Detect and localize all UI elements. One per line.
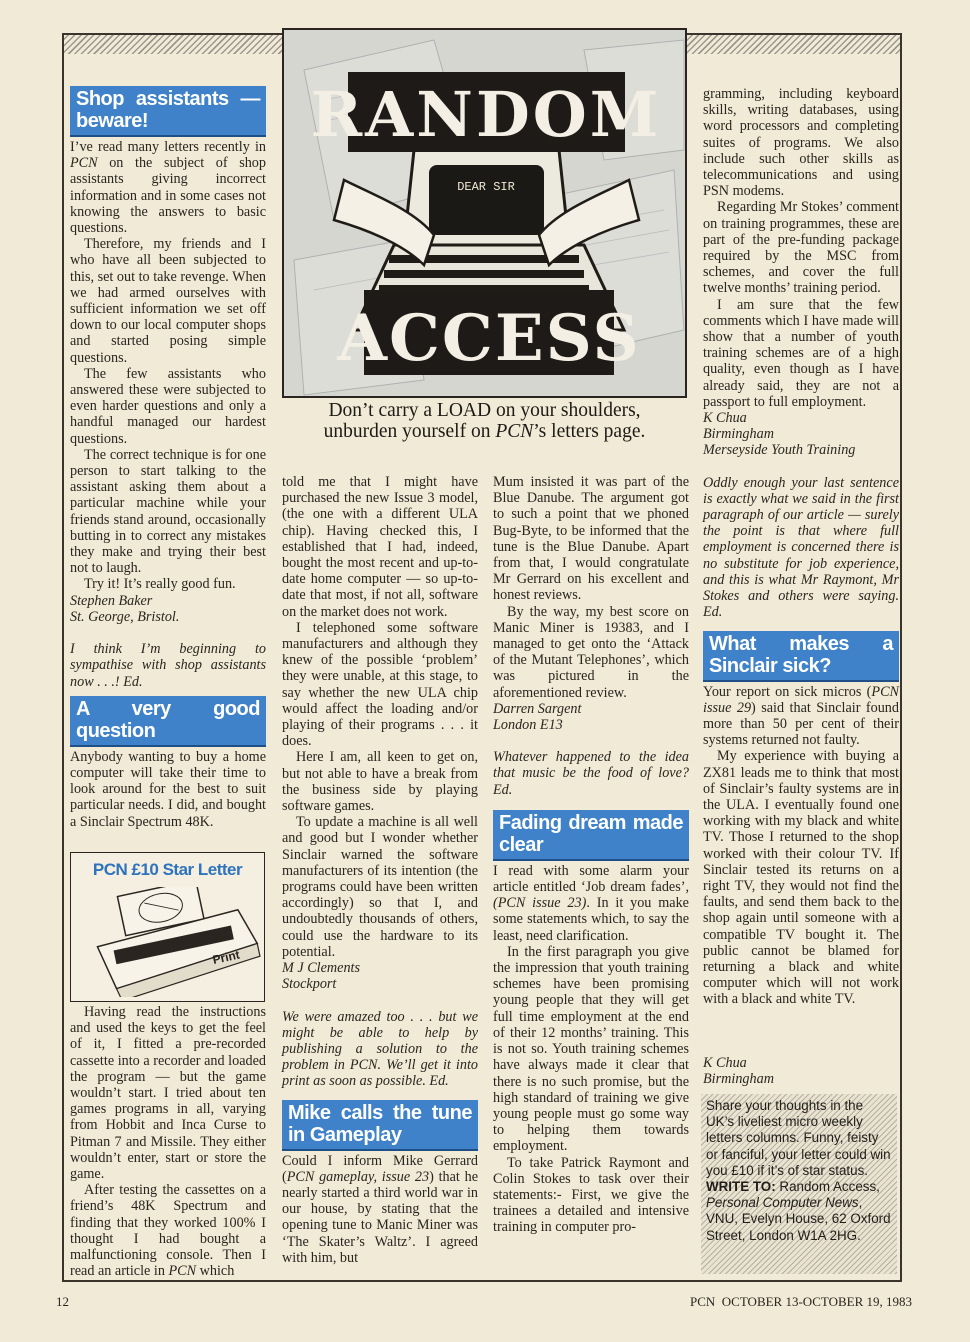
col3-p5: To take Patrick Raymont and Colin Stokes to task over their statements:- First, we give the trainees a detailed and intensive training in computer pro-: [493, 1154, 689, 1236]
col4-signature-org: Merseyside Youth Training: [703, 442, 856, 459]
col3-letter2-post: . In it you make some statements which, to say the least, need clarification.: [493, 895, 689, 944]
write-to-pre: Random Access,: [775, 1179, 880, 1195]
column-1-lower: [70, 1004, 266, 1279]
editor-reply-2: We were amazed too . . . but we might be able to help by publishing a solution to the problem in PCN. We’ll get it into print as soon as possible. Ed.: [282, 1008, 478, 1090]
col2-p3: Here I am, all keen to get on, but not able to have a break from the business side by playing software games.: [282, 749, 478, 815]
col4-signature-title: Birmingham: [703, 426, 774, 443]
col3-signature-place: London E13: [493, 717, 563, 734]
col2-signature-place: Stockport: [282, 976, 337, 993]
heading-mike-calls-tune: Mike calls the tune in Gameplay: [282, 1100, 478, 1151]
col4-signature-name: K Chua: [703, 410, 747, 427]
col4-letter2: [703, 684, 899, 749]
editor-reply-3: Whatever happened to the idea that music be the food of love? Ed.: [493, 749, 689, 798]
frame-bottom-line: [62, 1280, 902, 1282]
column-4-signoff: [703, 1055, 899, 1087]
k-chua-name: K Chua: [703, 1055, 747, 1071]
letter2-p2: Having read the instructions and used the keys to get the feel of it, I fitted a pre-recorded cassette into a recorder and loaded the program — but the game wouldn’t start. I tried about ten games programs in all, varying from Hobbit and Inca Curse to Pitman 7 and Missile. They either wouldn’t enter, start or store the game.: [70, 1004, 266, 1183]
heading-sinclair-sick: What makes a Sinclair sick?: [703, 631, 899, 682]
letter2-p3-pre: After testing the cassettes on a friend’s 48K Spectrum and finding that they worked 100% I thought I had bought a malfunctioning console. Then I read an article in: [70, 1182, 266, 1280]
caption-line-2-post: ’s letters page.: [533, 421, 646, 442]
write-to-post: , VNU, Evelyn House, 62 Oxford Street, London W1A 2HG.: [706, 1195, 891, 1243]
heading-fading-dream: Fading dream made clear: [493, 810, 689, 861]
col2-p1: told me that I might have purchased the new Issue 3 model, (the one with a different ULA chip). Having checked this, I established that I had, indeed, bought the most recent and up-to-date home computer — so up-to-date that most, if not all, software on the market does not work.: [282, 474, 478, 620]
col3-letter2: [493, 863, 689, 944]
printer-label: Print: [211, 947, 241, 967]
write-to-label: WRITE TO:: [706, 1179, 776, 1195]
col4-letter2-pre: Your report on sick micros (: [703, 683, 872, 700]
col3-p4: In the first paragraph you give the impression that youth training schemes have been promising young people that they will get full time employment at the end of their 12 months’ training. This is not so. Youth training schemes have always made it clear that there is no such promise, but the high standard of training we give young people must go some way to helping them towards employment.: [493, 943, 689, 1155]
hero-caption: [282, 400, 687, 442]
col3-signature-name: Darren Sargent: [493, 700, 582, 717]
share-text: Share your thoughts in the UK’s liveliest micro weekly letters columns. Funny, feisty or fanciful, your letter could win you £10 if it’s of star status.: [706, 1098, 891, 1178]
col2-p2: I telephoned some software manufacturers and although they knew of the possible ‘problem’ they were unable, at this stage, to say whether the new ULA chip would affect the loading and/or playing of their programs . . . it does.: [282, 619, 478, 750]
editor-reply-1: I think I’m beginning to sympathise with shop assistants now . . .! Ed.: [70, 641, 266, 690]
letter2-p1: Anybody wanting to buy a home computer will take their time to look around for the best to suit particular needs. I did, and bought a Sinclair Spectrum 48K.: [70, 748, 266, 830]
col2-p4: To update a machine is all well and good but I wonder whether Sinclair warned the software manufacturers of its intention (the programs could have been written accordingly) so that I, and undoubtedly thousands of others, could use the hardware to its potential.: [282, 814, 478, 960]
col4-p3: I am sure that the few comments which I have made will show that a number of youth training schemes are of a high quality, even though as I have already said, they are not a passport to full employment.: [703, 296, 899, 410]
caption-line-2-pre: unburden yourself on: [323, 421, 496, 442]
title-random: RANDOM: [310, 78, 662, 151]
printer-icon: [73, 887, 263, 997]
col4-letter2-em: PCN issue 29: [703, 683, 899, 716]
caption-pcn: PCN: [495, 421, 534, 442]
screen-text: DEAR SIR: [457, 180, 515, 194]
column-1: [70, 80, 266, 830]
issue-dateline: PCN OCTOBER 13-OCTOBER 19, 1983: [690, 1294, 912, 1309]
col3-p1: Mum insisted it was part of the Blue Danube. The argument got to such a point that we phoned Bug-Byte, to be informed that the tune is the Blue Danube. Apart from that, I would congratulate Mr Gerrard on his excellent and honest reviews.: [493, 474, 689, 604]
letter1-signature-name: Stephen Baker: [70, 592, 153, 609]
share-thoughts-box: [701, 1094, 897, 1274]
star-letter-box: [70, 852, 265, 1002]
col2-letter2: [282, 1153, 478, 1266]
heading-shop-assistants: Shop assistants — beware!: [70, 86, 266, 137]
letter2-p3-em: PCN: [168, 1263, 197, 1280]
write-to-address: [706, 1179, 892, 1244]
caption-line-2: [282, 421, 687, 442]
frame-right-line: [900, 33, 902, 1281]
col2-letter2-post: ) that he nearly started a third world war in our house, by stating that the opening tune to Manic Miner was ‘The Skater’s Waltz’. I agreed with him, but: [282, 1168, 479, 1266]
random-access-illustration: [282, 28, 687, 398]
computer-illustration-svg: [284, 30, 687, 398]
letter1-p2: Therefore, my friends and I who have all been subjected to this, set out to take revenge. When we had armed ourselves with sufficient information we set off down to our local computer shops and started posing simple questions.: [70, 236, 266, 366]
col3-letter2-em: (PCN issue 23): [493, 895, 587, 912]
col2-signature-name: M J Clements: [282, 960, 361, 977]
col3-letter2-pre: I read with some alarm your article entitled ‘Job dream fades’,: [493, 862, 689, 896]
star-letter-title: PCN £10 Star Letter: [92, 860, 243, 879]
col4-p1: gramming, including keyboard skills, writing databases, using word processors and completing suites of programs. We also include such other skills as telecommunications and using PSN modems.: [703, 86, 899, 200]
letter1-p5: Try it! It’s really good fun.: [84, 576, 236, 593]
letter1-p1-post: on the subject of shop assistants giving incorrect information and in some cases not knowing the answers to basic questions.: [70, 155, 266, 237]
column-2: [282, 474, 478, 1266]
letter1-signature-place: St. George, Bristol.: [70, 608, 180, 625]
col2-letter2-em: PCN gameplay, issue 23: [286, 1168, 430, 1185]
letter2-p3: [70, 1182, 266, 1279]
col4-p5: My experience with buying a ZX81 leads me to think that most of Sinclair’s faulty systems are in the ULA. I eventually found one working with my black and white TV. Those I returned to the shop worked with their colour TV. If Sinclair tested its returns on a right TV, they would not find the faults, and send them back to the shop again until someone with a compatible TV bought it. The public cannot be blamed for returning a black and white computer which will not work with a black and white TV.: [703, 748, 899, 1008]
letter2-p3-post: which: [196, 1263, 235, 1280]
monitor-screen: [429, 165, 544, 235]
column-3: [493, 474, 689, 1236]
title-access: ACCESS: [337, 301, 641, 376]
letter1-p4: The correct technique is for one person to start talking to the assistant asking them about a particular machine while your friends stand around, occasionally butting in to correct any mistakes they make and trying their best not to laugh.: [70, 446, 266, 577]
column-4: [703, 86, 899, 1008]
letter1-p1-em: PCN: [70, 155, 98, 172]
k-chua-place: Birmingham: [703, 1071, 774, 1088]
col4-letter2-post: ) said that Sinclair found more than 50 per cent of their systems returned not faulty.: [703, 699, 899, 749]
letter1-p1-pre: I’ve read many letters recently in: [70, 139, 266, 155]
col3-p2: By the way, my best score on Manic Miner is 19383, and I managed to get onto the ‘Attack of the Mutant Telephones’, which was pictured in the aforementioned review.: [493, 603, 689, 701]
editor-reply-4: Oddly enough your last sentence is exactly what we said in the first paragraph of our article — surely the point is that where full employment is concerned there is no substitute for job experience, and this is what Mr Raymont, Mr Stokes and others were saying. Ed.: [703, 474, 899, 621]
write-to-magazine: Personal Computer News: [706, 1195, 859, 1211]
caption-line-1: Don’t carry a LOAD on your shoulders,: [328, 400, 641, 421]
frame-left-line: [62, 33, 64, 1281]
col4-p2: Regarding Mr Stokes’ comment on training programmes, these are part of the pre-funding package required by the MSC from schemes, and cover the full twelve months’ training period.: [703, 199, 899, 297]
letter1-p1: [70, 139, 266, 236]
letter1-p3: The few assistants who answered these were subjected to even harder questions and only a handful managed our hardest questions.: [70, 365, 266, 447]
page-number: 12: [56, 1294, 69, 1309]
heading-very-good-question: A very good question: [70, 696, 266, 747]
col2-letter2-pre: Could I inform Mike Gerrard (: [282, 1152, 478, 1185]
